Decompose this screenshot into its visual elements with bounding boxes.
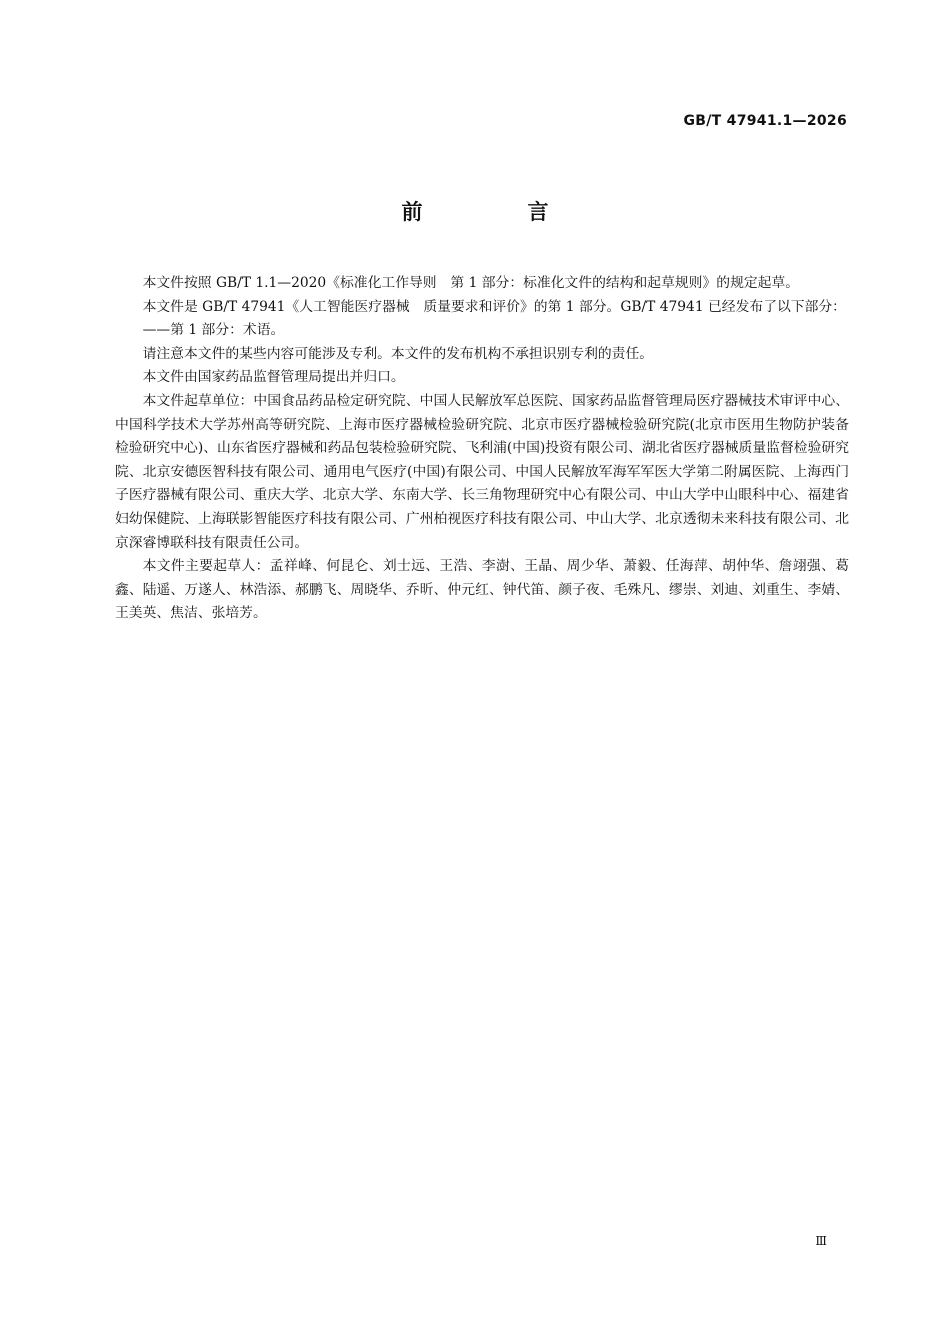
paragraph-drafting-rules: 本文件按照 GB/T 1.1—2020《标准化工作导则 第 1 部分：标准化文件的结构和起草规则》的规定起草。 xyxy=(142,275,800,291)
standard-number: GB/T 47941.1—2026 xyxy=(683,113,847,129)
page-title: 前 言 xyxy=(401,200,591,224)
paragraph-proposer: 本文件由国家药品监督管理局提出并归口。 xyxy=(142,369,405,386)
paragraph-part-list: ——第 1 部分：术语。 xyxy=(142,322,285,339)
paragraph-drafters: 本文件主要起草人：孟祥峰、何昆仑、刘士远、王浩、李澍、王晶、周少华、萧毅、任海萍、胡仲华、詹翊强、葛鑫、陆遥、万遂人、林浩添、郝鹏飞、周晓华、乔昕、仲元红、钟代笛、颜子夜、毛殊凡、缪崇、刘迪、刘重生、李婧、王美英、焦洁、张培芳。 xyxy=(115,558,849,622)
page-number: Ⅲ xyxy=(815,1234,827,1248)
paragraph-series-info: 本文件是 GB/T 47941《人工智能医疗器械 质量要求和评价》的第 1 部分。GB/T 47941 已经发布了以下部分： xyxy=(142,298,846,315)
paragraph-patent-notice: 请注意本文件的某些内容可能涉及专利。本文件的发布机构不承担识别专利的责任。 xyxy=(142,345,654,362)
paragraph-drafting-organizations: 本文件起草单位：中国食品药品检定研究院、中国人民解放军总医院、国家药品监督管理局医疗器械技术审评中心、中国科学技术大学苏州高等研究院、上海市医疗器械检验研究院、北京市医疗器械检验研究院(北京市医用生物防护装备检验研究中心)、山东省医疗器械和药品包装检验研究院、飞利浦(中国)投资有限公司、湖北省医疗器械质量监督检验研究院、北京安德医智科技有限公司、通用电气医疗(中国)有限公司、中国人民解放军海军军医大学第二附属医院、上海西门子医疗器械有限公司、重庆大学、北京大学、东南大学、长三角物理研究中心有限公司、中山大学中山眼科中心、福建省妇幼保健院、上海联影智能医疗科技有限公司、广州柏视医疗科技有限公司、中山大学、北京透彻未来科技有限公司、北京深睿博联科技有限责任公司。 xyxy=(115,392,849,551)
document-body xyxy=(115,272,849,626)
